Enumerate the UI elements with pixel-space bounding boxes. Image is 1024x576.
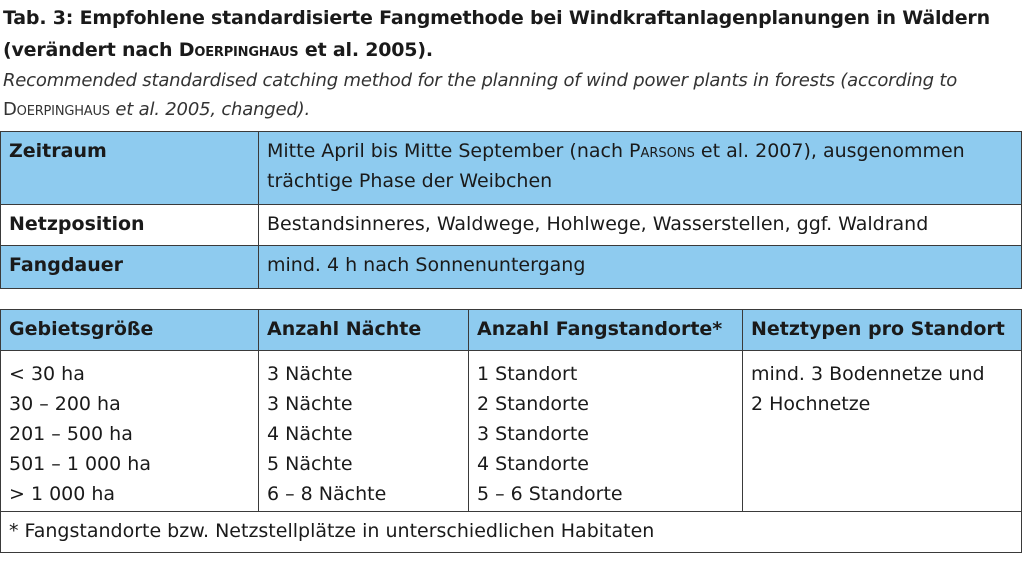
info-label: Netzposition [1, 205, 259, 246]
table-caption-english: Recommended standardised catching method for the planning of wind power plants in forests (according to Doerpinghaus et al. 2005, changed). [3, 70, 958, 120]
net-types-value: 2 Hochnetze [751, 393, 871, 415]
nights-value: 3 Nächte [267, 393, 353, 415]
sites-value: 4 Standorte [477, 453, 589, 475]
method-data-row [1, 351, 1022, 512]
column-header: Anzahl Fangstandorte* [469, 310, 743, 351]
area-size-value: 30 – 200 ha [9, 393, 121, 415]
table-caption-german: Tab. 3: Empfohlene standardisierte Fangmethode bei Windkraftanlagenplanungen in Wäldern (verändert nach Doerpinghaus et al. 2005). [3, 7, 990, 61]
sites-value: 2 Standorte [477, 393, 589, 415]
area-size-value: > 1 000 ha [9, 483, 116, 505]
sites-value: 5 – 6 Standorte [477, 483, 623, 505]
nights-value: 6 – 8 Nächte [267, 483, 387, 505]
method-table [0, 309, 1022, 553]
column-header: Gebietsgröße [1, 310, 259, 351]
nights-value: 5 Nächte [267, 453, 353, 475]
info-label: Fangdauer [1, 246, 259, 289]
method-header-row [1, 310, 1022, 351]
info-row-fangdauer [1, 246, 1022, 289]
sites-cell [469, 351, 743, 512]
area-size-value: 501 – 1 000 ha [9, 453, 151, 475]
sites-value: 1 Standort [477, 363, 578, 385]
nights-cell [259, 351, 469, 512]
nights-value: 4 Nächte [267, 423, 353, 445]
info-label: Zeitraum [1, 132, 259, 205]
footnote-row [1, 512, 1022, 553]
nights-value: 3 Nächte [267, 363, 353, 385]
net-types-cell [743, 351, 1022, 512]
sites-value: 3 Standorte [477, 423, 589, 445]
net-types-value: mind. 3 Bodennetze und [751, 363, 985, 385]
area-size-cell [1, 351, 259, 512]
column-header: Netztypen pro Standort [743, 310, 1022, 351]
info-value: Mitte April bis Mitte September (nach Parsons et al. 2007), ausgenommen trächtige Phase der Weibchen [259, 132, 1022, 205]
area-size-value: < 30 ha [9, 363, 85, 385]
info-value: Bestandsinneres, Waldwege, Hohlwege, Wasserstellen, ggf. Waldrand [259, 205, 1022, 246]
area-size-value: 201 – 500 ha [9, 423, 133, 445]
info-value: mind. 4 h nach Sonnenuntergang [259, 246, 1022, 289]
column-header: Anzahl Nächte [259, 310, 469, 351]
footnote: * Fangstandorte bzw. Netzstellplätze in unterschiedlichen Habitaten [1, 512, 1022, 553]
info-row-zeitraum [1, 132, 1022, 205]
info-row-netzposition [1, 205, 1022, 246]
info-table [0, 131, 1022, 289]
